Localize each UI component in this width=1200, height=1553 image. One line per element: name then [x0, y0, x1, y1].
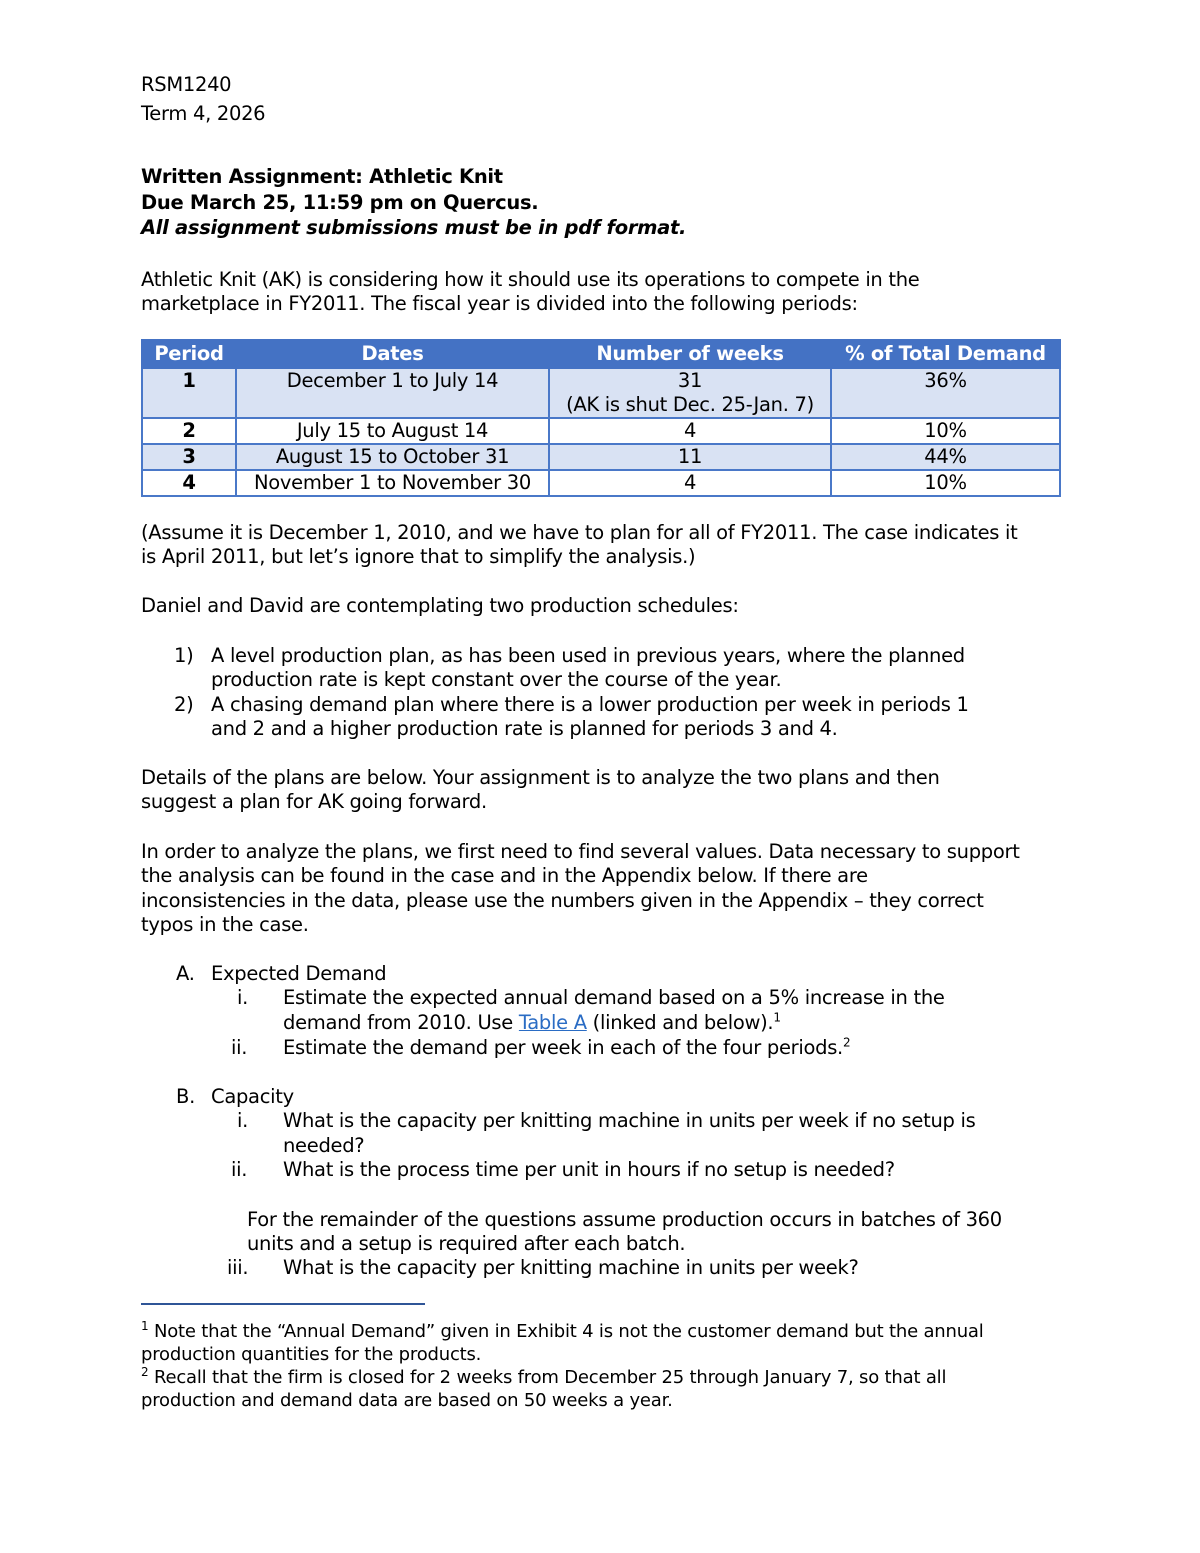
footnote-2-line-1: [141, 1366, 946, 1389]
footnote-1-line-2: production quantities for the products.: [141, 1344, 482, 1365]
section-a-i-line-1: Estimate the expected annual demand based on a 5% increase in the: [283, 986, 945, 1009]
pct-cell: 36%: [831, 368, 1060, 418]
section-a-title: Expected Demand: [211, 962, 387, 985]
table-row: [142, 418, 1060, 444]
column-header-pct-demand: % of Total Demand: [831, 340, 1060, 368]
column-header-period: Period: [142, 340, 236, 368]
dates-cell: November 1 to November 30: [236, 470, 549, 496]
table-a-link[interactable]: Table A: [518, 1011, 587, 1034]
footnote-ref-1[interactable]: 1: [773, 1010, 781, 1025]
weeks-cell: 4: [549, 470, 831, 496]
section-b-ii-number: ii.: [231, 1158, 248, 1181]
period-cell: 4: [142, 470, 236, 496]
section-a-label: A.: [176, 962, 195, 985]
dates-cell: July 15 to August 14: [236, 418, 549, 444]
table-row: [142, 368, 1060, 418]
pct-cell: 44%: [831, 444, 1060, 470]
pct-cell: 10%: [831, 470, 1060, 496]
periods-table: [141, 339, 1061, 497]
details-line-1: Details of the plans are below. Your assignment is to analyze the two plans and then: [141, 766, 940, 789]
weeks-value: 31: [677, 369, 703, 392]
remainder-line-2: units and a setup is required after each batch.: [247, 1232, 686, 1255]
order-line-1: In order to analyze the plans, we first need to find several values. Data necessary to support: [141, 840, 1020, 863]
remainder-line-1: For the remainder of the questions assume production occurs in batches of 360: [247, 1208, 1002, 1231]
column-header-weeks: Number of weeks: [549, 340, 831, 368]
section-b-iii-text: What is the capacity per knitting machine in units per week?: [283, 1256, 859, 1279]
section-b-ii-text: What is the process time per unit in hours if no setup is needed?: [283, 1158, 895, 1181]
plan-1-line-2: production rate is kept constant over the course of the year.: [211, 668, 782, 691]
order-line-4: typos in the case.: [141, 913, 309, 936]
footnote-2-text: Recall that the firm is closed for 2 weeks from December 25 through January 7, so that all: [148, 1367, 947, 1388]
section-b-i-line-2: needed?: [283, 1134, 365, 1157]
contemplating-text: Daniel and David are contemplating two production schedules:: [141, 594, 739, 617]
period-cell: 2: [142, 418, 236, 444]
section-a-ii-text: Estimate the demand per week in each of the four periods.: [283, 1036, 843, 1059]
plan-2-number: 2): [174, 693, 194, 716]
due-date: Due March 25, 11:59 pm on Quercus.: [141, 191, 539, 214]
period-cell: 3: [142, 444, 236, 470]
section-a-i-text-post: (linked and below).: [586, 1011, 774, 1034]
section-b-i-line-1: What is the capacity per knitting machine in units per week if no setup is: [283, 1109, 976, 1132]
plan-1-number: 1): [174, 644, 194, 667]
table-header-row: [142, 340, 1060, 368]
column-header-dates: Dates: [236, 340, 549, 368]
weeks-cell: [549, 368, 831, 418]
plan-1-line-1: A level production plan, as has been used in previous years, where the planned: [211, 644, 965, 667]
section-a-i-line-2: [283, 1010, 781, 1035]
footnote-1-mark: 1: [141, 1319, 149, 1333]
assume-line-2: is April 2011, but let’s ignore that to simplify the analysis.): [141, 545, 696, 568]
section-a-ii-line: [283, 1035, 850, 1060]
pct-cell: 10%: [831, 418, 1060, 444]
footnote-ref-2[interactable]: 2: [842, 1035, 851, 1050]
footnote-2-mark: 2: [141, 1365, 149, 1379]
assignment-title: Written Assignment: Athletic Knit: [141, 165, 503, 188]
intro-line-2: marketplace in FY2011. The fiscal year is divided into the following periods:: [141, 292, 858, 315]
order-line-2: the analysis can be found in the case and in the Appendix below. If there are: [141, 864, 868, 887]
section-b-iii-number: iii.: [227, 1256, 249, 1279]
assume-line-1: (Assume it is December 1, 2010, and we have to plan for all of FY2011. The case indicates it: [141, 521, 1018, 544]
order-line-3: inconsistencies in the data, please use the numbers given in the Appendix – they correct: [141, 889, 984, 912]
period-cell: 1: [142, 368, 236, 418]
plan-2-line-2: and 2 and a higher production rate is planned for periods 3 and 4.: [211, 717, 838, 740]
section-b-label: B.: [176, 1085, 195, 1108]
dates-cell: December 1 to July 14: [236, 368, 549, 418]
section-a-i-text: demand from 2010. Use: [283, 1011, 519, 1034]
dates-cell: August 15 to October 31: [236, 444, 549, 470]
table-row: [142, 444, 1060, 470]
section-a-i-number: i.: [237, 986, 249, 1009]
section-b-title: Capacity: [211, 1085, 294, 1108]
footnote-1-line-1: [141, 1320, 984, 1343]
details-line-2: suggest a plan for AK going forward.: [141, 790, 487, 813]
section-b-i-number: i.: [237, 1109, 249, 1132]
plan-2-line-1: A chasing demand plan where there is a lower production per week in periods 1: [211, 693, 969, 716]
footnote-2-line-2: production and demand data are based on 50 weeks a year.: [141, 1390, 673, 1411]
footnote-separator: [141, 1303, 425, 1305]
course-code: RSM1240: [141, 73, 232, 96]
term: Term 4, 2026: [141, 102, 266, 125]
format-note: All assignment submissions must be in pdf format.: [141, 216, 687, 239]
table-row: [142, 470, 1060, 496]
weeks-cell: 11: [549, 444, 831, 470]
footnote-1-text: Note that the “Annual Demand” given in Exhibit 4 is not the customer demand but the annual: [148, 1321, 984, 1342]
section-a-ii-number: ii.: [231, 1036, 248, 1059]
weeks-cell: 4: [549, 418, 831, 444]
weeks-note: (AK is shut Dec. 25-Jan. 7): [566, 393, 814, 416]
intro-line-1: Athletic Knit (AK) is considering how it should use its operations to compete in the: [141, 268, 920, 291]
